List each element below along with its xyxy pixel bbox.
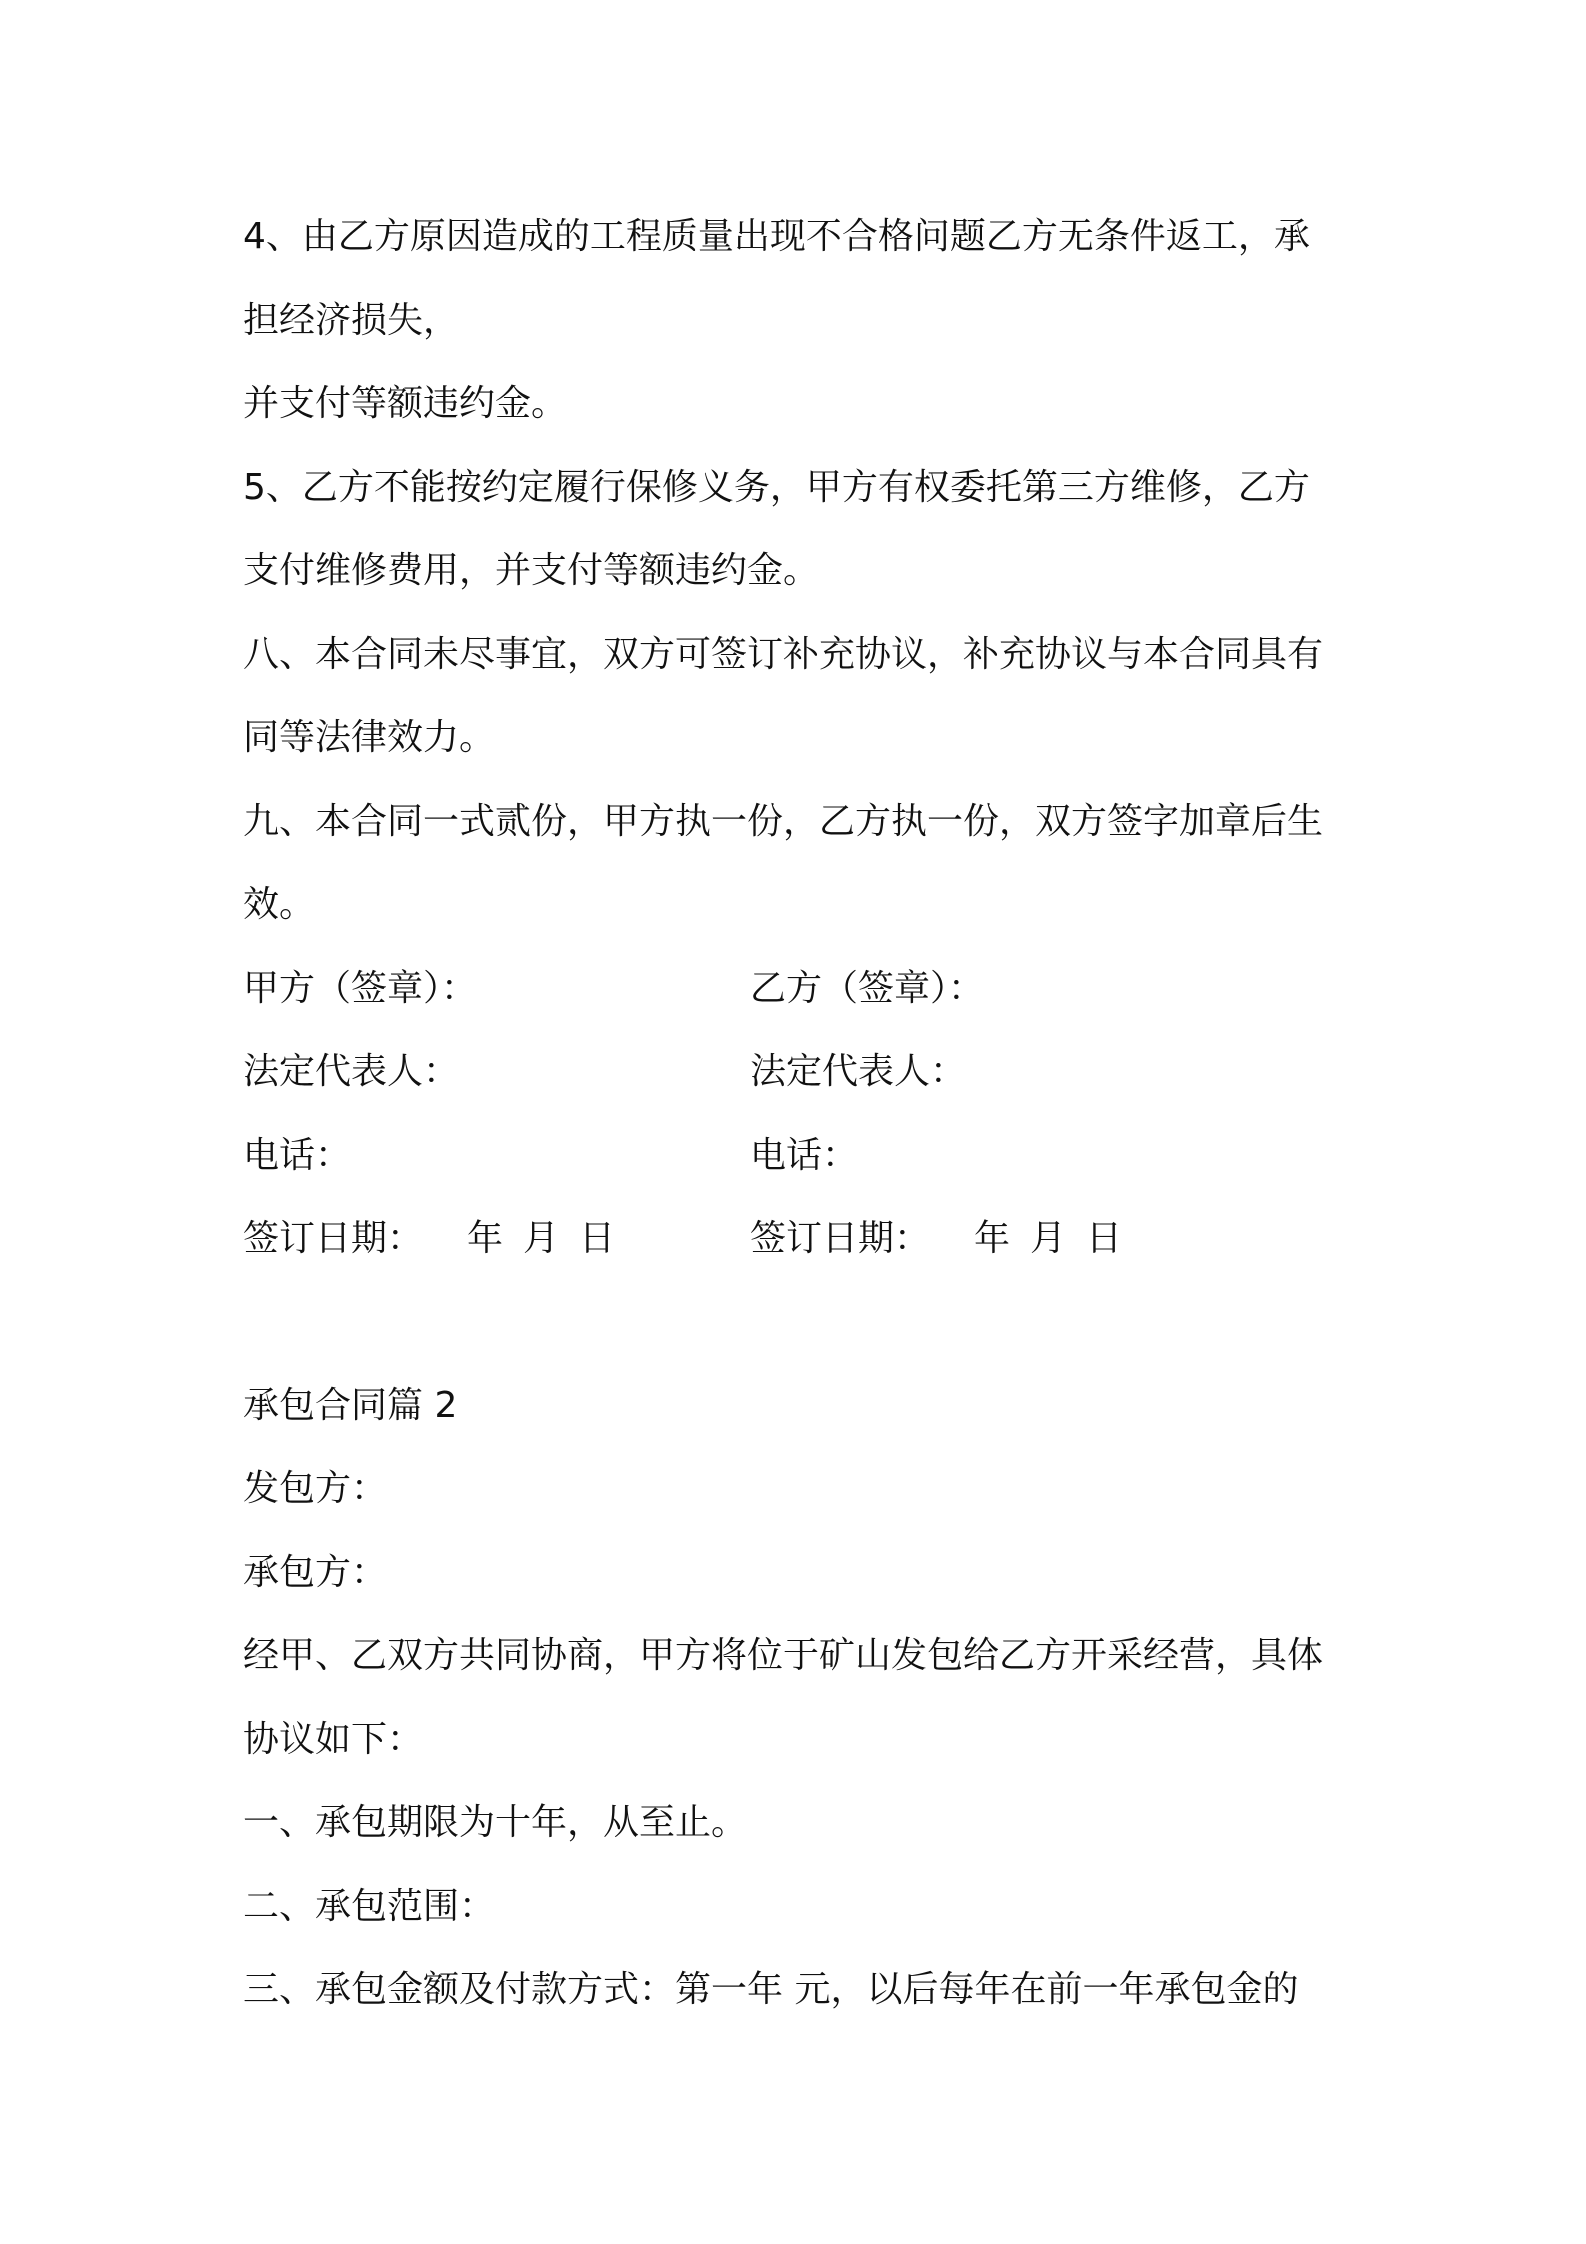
- party-b-rep-label: 法定代表人：: [750, 1051, 967, 1092]
- paragraph-line: 效。: [243, 884, 316, 925]
- signature-row-representative: [243, 1030, 1363, 1114]
- paragraph-line: 支付维修费用，并支付等额违约金。: [243, 550, 820, 591]
- paragraph-line: 担经济损失，: [243, 299, 460, 341]
- party-a-date-fields: [467, 1197, 635, 1281]
- paragraph-line: 并支付等额违约金。: [243, 383, 568, 424]
- paragraph-line: 经甲、乙双方共同协商，甲方将位于矿山发包给乙方开采经营，具体: [243, 1635, 1324, 1676]
- day-label: 日: [579, 1218, 616, 1259]
- signature-row-phone: [243, 1114, 1363, 1198]
- party-b-phone-label: 电话：: [750, 1134, 859, 1176]
- paragraph-line: 5、乙方不能按约定履行保修义务，甲方有权委托第三方维修，乙方: [243, 466, 1310, 508]
- day-label: 日: [1086, 1218, 1123, 1259]
- signature-row-date: [243, 1197, 1363, 1281]
- paragraph-line: 一、承包期限为十年，从至止。: [243, 1802, 748, 1843]
- year-label: 年: [974, 1218, 1011, 1259]
- party-a-phone-label: 电话：: [243, 1134, 352, 1176]
- party-b-date: [750, 1197, 1310, 1281]
- paragraph-line: 协议如下：: [243, 1718, 424, 1760]
- paragraph-line: 4、由乙方原因造成的工程质量出现不合格问题乙方无条件返工，承: [243, 216, 1310, 257]
- paragraph-line: 二、承包范围：: [243, 1885, 496, 1927]
- party-b-seal-label: 乙方（签章）：: [750, 967, 985, 1009]
- month-label: 月: [1030, 1218, 1067, 1259]
- party-a-date: [243, 1197, 750, 1281]
- party-a-rep-label: 法定代表人：: [243, 1051, 460, 1092]
- paragraph-line: 八、本合同未尽事宜，双方可签订补充协议，补充协议与本合同具有: [243, 633, 1324, 675]
- paragraph-line: 同等法律效力。: [243, 717, 496, 758]
- signature-row-seal: [243, 947, 1363, 1031]
- month-label: 月: [523, 1218, 560, 1259]
- party-b-date-label: 签订日期：: [750, 1218, 931, 1259]
- section-title: 承包合同篇 2: [243, 1384, 458, 1426]
- party-a-seal-label: 甲方（签章）：: [243, 967, 478, 1009]
- paragraph-line: 三、承包金额及付款方式：第一年 元，以后每年在前一年承包金的: [243, 1969, 1299, 2010]
- section-spacer: [243, 1281, 1363, 1364]
- document-body: [243, 195, 1363, 2032]
- issuer-label: 发包方：: [243, 1468, 388, 1509]
- party-b-date-fields: [974, 1197, 1142, 1281]
- contractor-label: 承包方：: [243, 1551, 388, 1593]
- year-label: 年: [467, 1218, 504, 1259]
- paragraph-line: 九、本合同一式贰份，甲方执一份，乙方执一份，双方签字加章后生: [243, 800, 1324, 842]
- party-a-date-label: 签订日期：: [243, 1218, 424, 1259]
